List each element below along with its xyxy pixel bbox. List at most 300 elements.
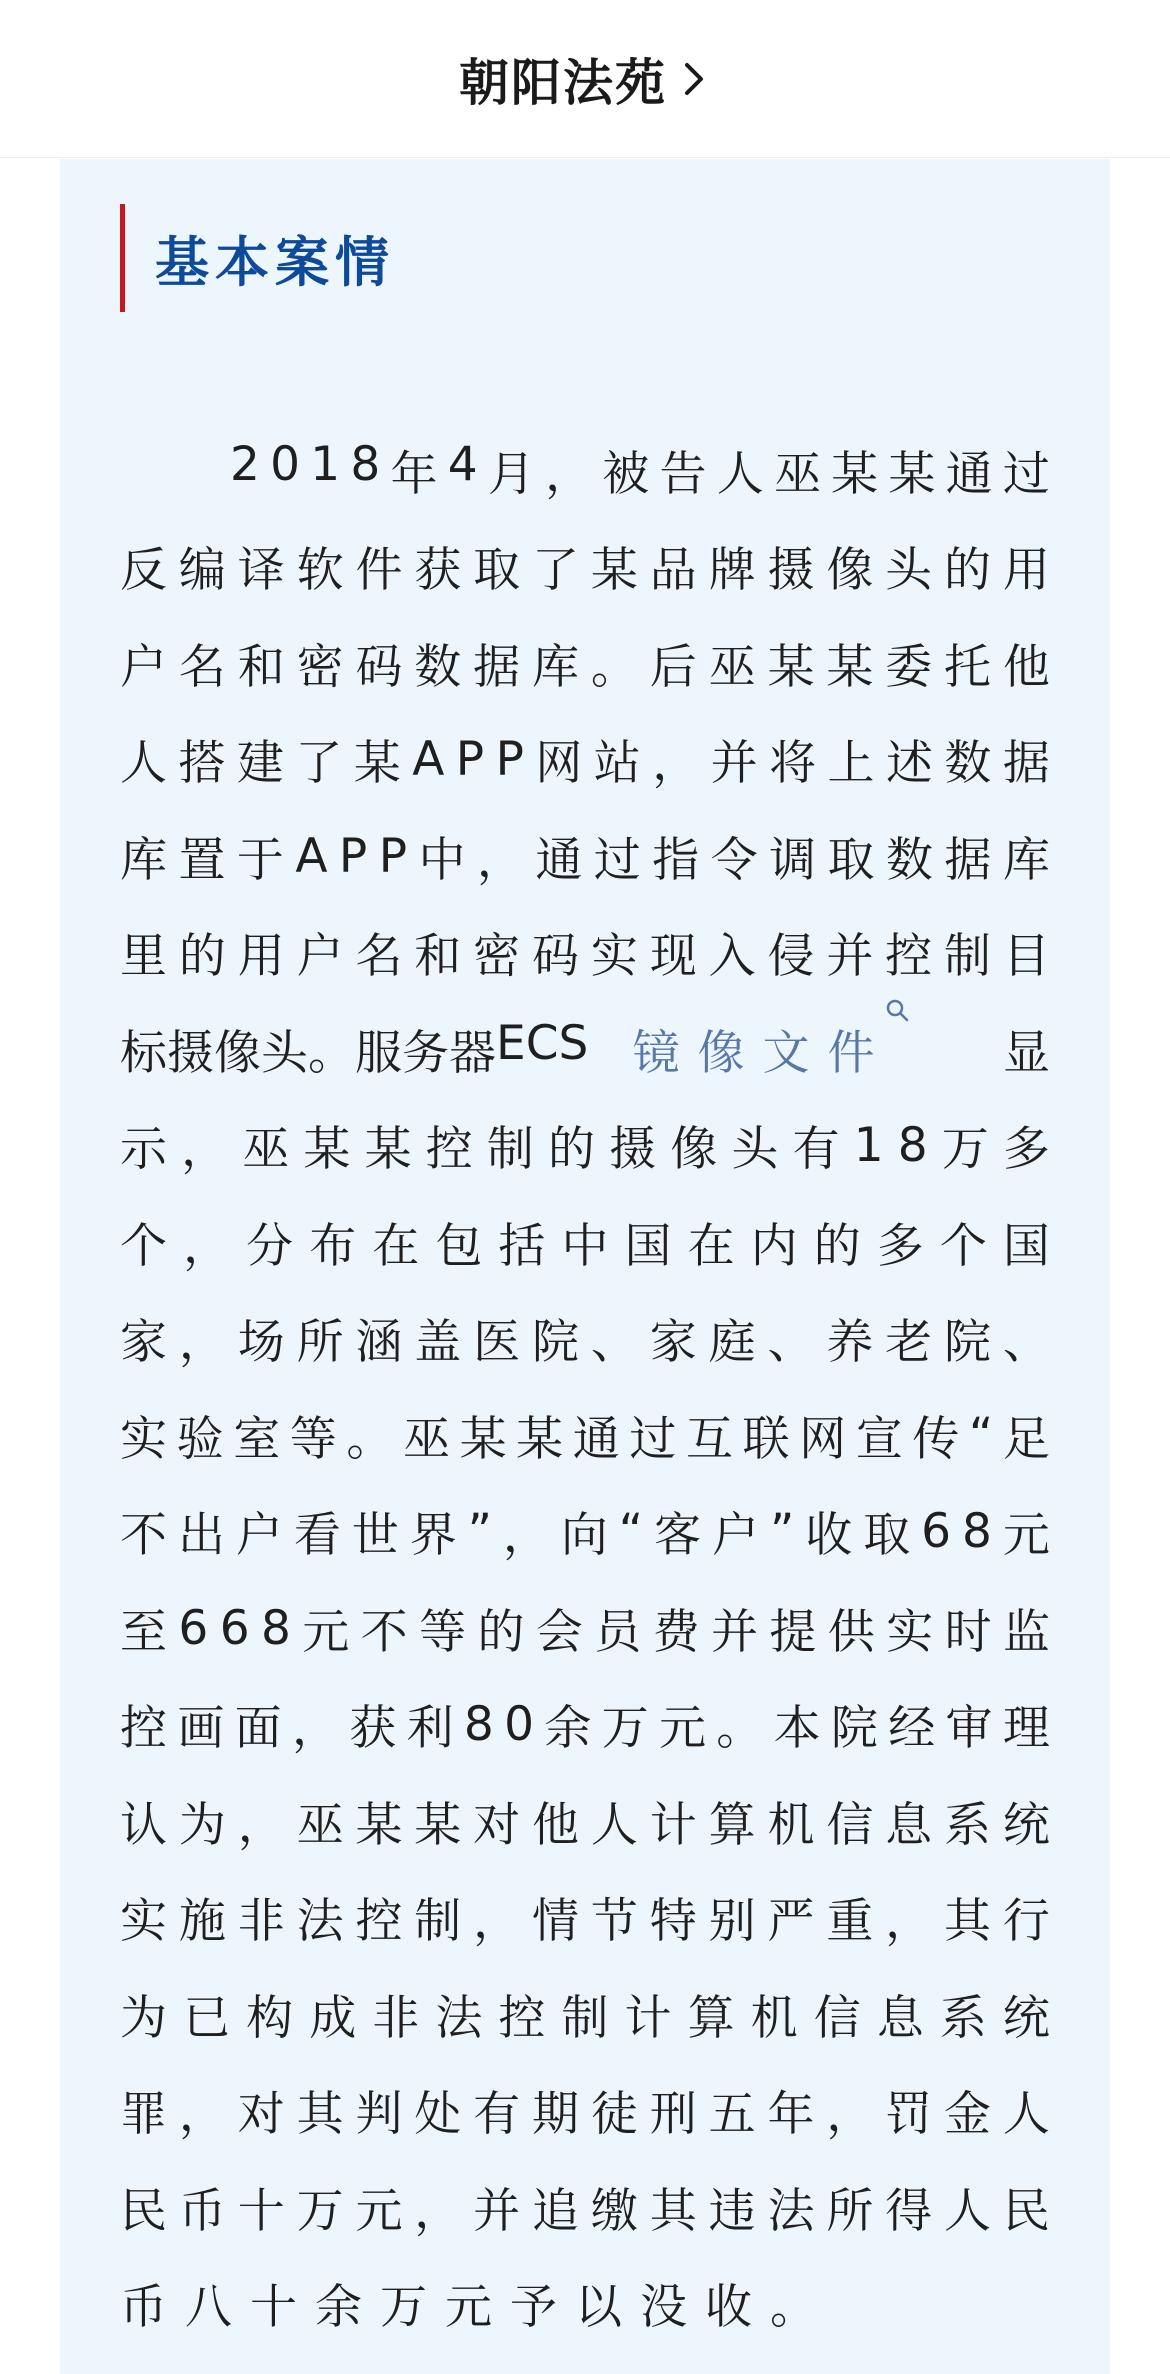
glyph: 实 [886, 1604, 934, 1660]
glyph: 。 [346, 1411, 394, 1467]
glyph: 。 [716, 1701, 764, 1757]
glyph: 宣 [855, 1411, 903, 1467]
glyph: 金 [944, 2087, 992, 2143]
glyph: 编 [178, 543, 226, 599]
glyph: 后 [649, 639, 697, 695]
glyph: 网 [535, 736, 583, 792]
glyph: 制 [561, 1990, 609, 2046]
glyph: C [525, 1015, 559, 1071]
glyph: ， [237, 1797, 285, 1853]
glyph: 计 [649, 1797, 697, 1853]
glyph: 站 [593, 736, 641, 792]
paragraph-line [120, 2159, 1050, 2256]
glyph: 示 [120, 1122, 167, 1178]
glyph: 托 [944, 639, 992, 695]
glyph: 行 [1002, 1894, 1050, 1950]
glyph: 余 [544, 1701, 592, 1757]
glyph: ， [652, 736, 700, 792]
glyph: 币 [178, 2183, 226, 2239]
paragraph-line [120, 1291, 1050, 1388]
glyph: 户 [296, 929, 344, 985]
glyph: 其 [296, 2087, 344, 2143]
glyph: 、 [590, 1315, 638, 1371]
glyph: 8 [961, 1504, 992, 1560]
glyph: 五 [708, 2087, 756, 2143]
account-title-button[interactable] [459, 43, 711, 115]
glyph: 本 [773, 1701, 821, 1757]
glyph: 头 [261, 1025, 308, 1081]
glyph: 罚 [885, 2087, 933, 2143]
glyph: A [412, 732, 445, 788]
glyph: 违 [708, 2183, 756, 2239]
glyph: 人 [1002, 2087, 1050, 2143]
glyph: 8 [897, 1118, 928, 1174]
glyph: 取 [473, 543, 521, 599]
glyph: 某 [355, 1797, 403, 1853]
glyph: 所 [296, 1315, 344, 1371]
glyph: 密 [473, 929, 521, 985]
glyph: 施 [178, 1894, 226, 1950]
glyph: 元 [355, 2183, 403, 2239]
glyph: 软 [296, 543, 344, 599]
glyph: 里 [120, 929, 167, 985]
glyph: 算 [687, 1990, 735, 2046]
glyph: 他 [1002, 639, 1050, 695]
glyph: 据 [1002, 736, 1050, 792]
glyph: 库 [532, 639, 580, 695]
glyph: 并 [711, 1604, 759, 1660]
glyph: ， [181, 1122, 229, 1178]
glyph: 并 [826, 929, 874, 985]
glyph: 数 [944, 736, 992, 792]
glyph: 建 [236, 736, 284, 792]
glyph: 中 [418, 832, 466, 888]
paragraph-line [120, 1001, 1050, 1098]
paragraph-line [120, 808, 1050, 905]
glyph: 国 [1002, 1218, 1050, 1274]
glyph: 互 [685, 1411, 733, 1467]
glyph: 通 [572, 1411, 620, 1467]
glyph: 万 [601, 1701, 649, 1757]
glyph: 向 [560, 1508, 608, 1564]
glyph: 个 [120, 1218, 167, 1274]
glyph: 院 [532, 1315, 580, 1371]
glyph: 调 [769, 832, 817, 888]
glyph: 某 [303, 1122, 351, 1178]
glyph: 民 [1002, 2183, 1050, 2239]
line-text: 显 [1003, 1025, 1050, 1081]
glyph: 6 [178, 1600, 209, 1656]
glyph: 巫 [773, 446, 821, 502]
chevron-right-icon [677, 59, 711, 99]
glyph: 成 [309, 1990, 357, 2046]
glyph: 万 [296, 2183, 344, 2239]
glyph: 摄 [609, 1122, 657, 1178]
glyph: 信 [813, 1990, 861, 2046]
glyph: 服 [355, 1025, 402, 1081]
glyph: 户 [235, 1508, 283, 1564]
glyph: 和 [237, 639, 285, 695]
glyph: 。 [308, 1025, 355, 1081]
glyph: P [455, 732, 485, 788]
glyph: 统 [1002, 1797, 1050, 1853]
glyph: 算 [708, 1797, 756, 1853]
glyph: 器 [449, 1025, 496, 1081]
glyph: 数 [885, 832, 933, 888]
glyph: 界 [409, 1508, 457, 1564]
glyph: 过 [629, 1411, 677, 1467]
glyph: 委 [885, 639, 933, 695]
glyph: 画 [177, 1701, 225, 1757]
glyph: 控 [120, 1701, 167, 1757]
glyph: 、 [1002, 1315, 1050, 1371]
glyph: 译 [237, 543, 285, 599]
glyph: 、 [767, 1315, 815, 1371]
glyph: 将 [769, 736, 817, 792]
glyph: 刑 [649, 2087, 697, 2143]
glyph: ， [885, 1894, 933, 1950]
glyph: 信 [826, 1797, 874, 1853]
glyph: 巫 [296, 1797, 344, 1853]
glyph: 验 [176, 1411, 224, 1467]
glyph: 控 [885, 929, 933, 985]
glyph: 国 [624, 1218, 672, 1274]
glyph: 名 [355, 929, 403, 985]
glyph: 并 [710, 736, 758, 792]
paragraph-line [120, 422, 1050, 519]
glyph: 监 [1002, 1604, 1050, 1660]
article-content [60, 159, 1110, 2374]
glyph: 的 [944, 543, 992, 599]
glyph: 其 [649, 2183, 697, 2239]
paragraph-line [120, 1387, 1050, 1484]
glyph: 据 [473, 639, 521, 695]
glyph: 利 [406, 1701, 454, 1757]
glyph: 传 [912, 1411, 960, 1467]
glyph: 摄 [167, 1025, 214, 1081]
glyph: 头 [885, 543, 933, 599]
section-accent-bar [120, 204, 125, 312]
glyph: 布 [309, 1218, 357, 1274]
glyph: 侵 [767, 929, 815, 985]
case-paragraph [120, 422, 1050, 2352]
glyph: 述 [885, 736, 933, 792]
glyph: 8 [350, 436, 381, 492]
glyph: 内 [750, 1218, 798, 1274]
glyph: 法 [296, 1894, 344, 1950]
glyph: 别 [708, 1894, 756, 1950]
glyph: 息 [885, 1797, 933, 1853]
glyph: 院 [944, 1315, 992, 1371]
glyph: 括 [498, 1218, 546, 1274]
line-text [120, 1015, 589, 1083]
glyph: 为 [120, 1990, 167, 2046]
glyph: ， [473, 1894, 521, 1950]
glyph: 某 [516, 1411, 564, 1467]
glyph: 某 [353, 736, 401, 792]
glyph: ， [178, 2087, 226, 2143]
glyph: 医 [473, 1315, 521, 1371]
glyph: 特 [649, 1894, 697, 1950]
glyph: 库 [1002, 832, 1050, 888]
glyph: 并 [473, 2183, 521, 2239]
glyph: 息 [876, 1990, 924, 2046]
glyph: 指 [652, 832, 700, 888]
glyph: 某 [767, 639, 815, 695]
glyph: ， [178, 1315, 226, 1371]
glyph: 室 [233, 1411, 281, 1467]
glyph: 通 [535, 832, 583, 888]
glyph: 0 [504, 1697, 534, 1753]
glyph: 某 [590, 543, 638, 599]
glyph: 在 [687, 1218, 735, 1274]
glyph: 1 [310, 436, 341, 492]
glyph: 多 [1002, 1122, 1050, 1178]
glyph: 涵 [355, 1315, 403, 1371]
glyph: 巫 [402, 1411, 450, 1467]
glyph: 件 [355, 543, 403, 599]
glyph: ， [545, 446, 593, 502]
glyph: 人 [590, 1797, 638, 1853]
glyph: 4 [447, 436, 478, 492]
glyph: 计 [624, 1990, 672, 2046]
glyph: 和 [414, 929, 462, 985]
paragraph-line: 币八十余万元予以没收。 [120, 2280, 835, 2336]
paragraph-line [120, 1677, 1050, 1774]
glyph: 某 [364, 1122, 412, 1178]
glyph: 网 [799, 1411, 847, 1467]
top-nav-bar [0, 0, 1170, 158]
glyph: 务 [402, 1025, 449, 1081]
glyph: 法 [435, 1990, 483, 2046]
glyph: 分 [246, 1218, 294, 1274]
glyph: 获 [349, 1701, 397, 1757]
glyph: 通 [945, 446, 993, 502]
glyph: 6 [921, 1504, 952, 1560]
glyph: 家 [120, 1315, 167, 1371]
glyph: 摄 [767, 543, 815, 599]
glyph: 入 [708, 929, 756, 985]
account-name: 朝阳法苑 [459, 53, 667, 112]
glyph: 人 [716, 446, 764, 502]
glyph: 标 [120, 1025, 167, 1081]
glyph: 对 [237, 2087, 285, 2143]
glyph: 收 [805, 1508, 853, 1564]
glyph: 构 [246, 1990, 294, 2046]
glyph: 重 [826, 1894, 874, 1950]
glyph: 盖 [414, 1315, 462, 1371]
glyph: 严 [767, 1894, 815, 1950]
glyph: 庭 [708, 1315, 756, 1371]
glyph: 不 [360, 1604, 408, 1660]
glyph: 控 [425, 1122, 473, 1178]
glyph: 人 [944, 2183, 992, 2239]
glyph: 牌 [708, 543, 756, 599]
glyph: 经 [888, 1701, 936, 1757]
paragraph-line [120, 519, 1050, 616]
glyph: 被 [602, 446, 650, 502]
glyph: ” [467, 1504, 492, 1560]
glyph: 实 [120, 1894, 167, 1950]
glyph: 提 [769, 1604, 817, 1660]
paragraph-line [120, 905, 1050, 1002]
glyph: 时 [944, 1604, 992, 1660]
paragraph-line [120, 1870, 1050, 1967]
glyph: 已 [183, 1990, 231, 2046]
glyph: 过 [1002, 446, 1050, 502]
glyph: 了 [532, 543, 580, 599]
glyph: 包 [435, 1218, 483, 1274]
glyph: 用 [1002, 543, 1050, 599]
glyph: 有 [792, 1122, 840, 1178]
glyph: 中 [561, 1218, 609, 1274]
glyph: 用 [237, 929, 285, 985]
glyph: P [378, 828, 408, 884]
glyph: 库 [120, 832, 167, 888]
glyph: 巫 [242, 1122, 290, 1178]
glyph: 过 [593, 832, 641, 888]
glyph: 上 [827, 736, 875, 792]
glyph: 法 [767, 2183, 815, 2239]
glyph: 实 [120, 1411, 167, 1467]
search-icon [885, 998, 911, 1024]
glyph: 期 [532, 2087, 580, 2143]
glyph: 密 [296, 639, 344, 695]
glyph: 某 [414, 1797, 462, 1853]
glyph: 户 [120, 639, 167, 695]
glyph: 人 [120, 736, 167, 792]
glyph: ， [183, 1218, 231, 1274]
glyph: 元 [658, 1701, 706, 1757]
glyph: 客 [654, 1508, 702, 1564]
glyph: 得 [885, 2183, 933, 2239]
glyph: 罪 [120, 2087, 167, 2143]
glyph: 其 [944, 1894, 992, 1950]
glyph: P [338, 828, 368, 884]
paragraph-line [120, 1098, 1050, 1195]
glyph: S [558, 1015, 589, 1071]
glyph: 搭 [178, 736, 226, 792]
glyph: 员 [594, 1604, 642, 1660]
glyph: 十 [237, 2183, 285, 2239]
keyword-link[interactable] [633, 1016, 911, 1083]
glyph: 足 [1002, 1411, 1050, 1467]
glyph: 元 [302, 1604, 350, 1660]
glyph: 多 [876, 1218, 924, 1274]
glyph: 节 [590, 1894, 638, 1950]
glyph: 1 [853, 1118, 884, 1174]
glyph: 头 [731, 1122, 779, 1178]
glyph: 对 [473, 1797, 521, 1853]
glyph: 费 [652, 1604, 700, 1660]
glyph: 某 [831, 446, 879, 502]
glyph: 系 [939, 1990, 987, 2046]
glyph: 置 [178, 832, 226, 888]
glyph: 。 [590, 639, 638, 695]
glyph: 在 [372, 1218, 420, 1274]
glyph: 像 [826, 543, 874, 599]
glyph: 户 [712, 1508, 760, 1564]
glyph: 像 [670, 1122, 718, 1178]
glyph: 实 [590, 929, 638, 985]
glyph: 出 [177, 1508, 225, 1564]
paragraph-line [120, 2063, 1050, 2160]
glyph: 民 [120, 2183, 167, 2239]
glyph: P [495, 732, 524, 788]
paragraph-line [120, 1194, 1050, 1291]
glyph: 看 [293, 1508, 341, 1564]
glyph: 供 [827, 1604, 875, 1660]
glyph: 品 [649, 543, 697, 599]
glyph: 数 [414, 639, 462, 695]
glyph: 取 [863, 1508, 911, 1564]
glyph: 码 [532, 929, 580, 985]
glyph: 理 [1002, 1701, 1050, 1757]
glyph: 像 [214, 1025, 261, 1081]
glyph: 机 [750, 1990, 798, 2046]
glyph: 告 [659, 446, 707, 502]
glyph: 年 [390, 446, 438, 502]
glyph: 6 [219, 1600, 250, 1656]
glyph: 他 [532, 1797, 580, 1853]
glyph: 8 [260, 1600, 291, 1656]
glyph: 个 [939, 1218, 987, 1274]
glyph: 养 [826, 1315, 874, 1371]
paragraph-line [120, 1580, 1050, 1677]
glyph: 等 [419, 1604, 467, 1660]
glyph: 处 [414, 2087, 462, 2143]
glyph: 系 [944, 1797, 992, 1853]
glyph: 会 [535, 1604, 583, 1660]
glyph: 制 [486, 1122, 534, 1178]
glyph: 获 [414, 543, 462, 599]
glyph: 的 [178, 929, 226, 985]
paragraph-line [120, 712, 1050, 809]
paragraph-line [120, 615, 1050, 712]
glyph: 据 [944, 832, 992, 888]
glyph: 2 [230, 436, 260, 492]
glyph: 场 [237, 1315, 285, 1371]
glyph: 非 [372, 1990, 420, 2046]
glyph: 世 [351, 1508, 399, 1564]
paragraph-line [120, 1484, 1050, 1581]
glyph: 于 [236, 832, 284, 888]
glyph: 现 [649, 929, 697, 985]
glyph: 8 [463, 1697, 494, 1753]
glyph: 月 [487, 446, 535, 502]
glyph: 某 [826, 639, 874, 695]
glyph: ， [476, 832, 524, 888]
glyph: ， [291, 1701, 339, 1757]
glyph: 某 [459, 1411, 507, 1467]
glyph: 制 [414, 1894, 462, 1950]
section-heading [120, 204, 395, 312]
glyph: 不 [120, 1508, 167, 1564]
paragraph-line [120, 1773, 1050, 1870]
glyph: 联 [742, 1411, 790, 1467]
glyph: 取 [827, 832, 875, 888]
glyph: 院 [830, 1701, 878, 1757]
section-title: 基本案情 [155, 230, 395, 294]
glyph: 巫 [708, 639, 756, 695]
glyph: A [295, 828, 328, 884]
keyword-link-text: 镜像文件 [632, 1025, 893, 1081]
glyph: 为 [178, 1797, 226, 1853]
glyph: 控 [355, 1894, 403, 1950]
glyph: 等 [289, 1411, 337, 1467]
glyph: 万 [941, 1122, 989, 1178]
glyph: 缴 [590, 2183, 638, 2239]
